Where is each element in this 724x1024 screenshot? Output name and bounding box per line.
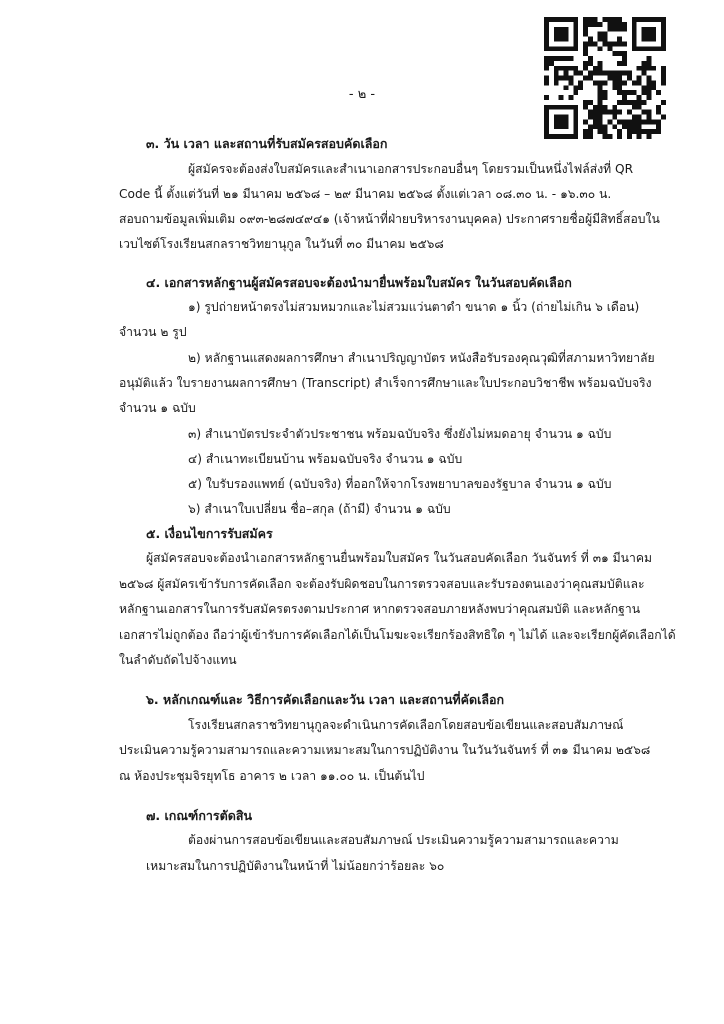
section-6-heading: ๖. หลักเกณฑ์และ วิธีการคัดเลือกและวัน เวลา และสถานที่คัดเลือก (146, 692, 505, 707)
section-3-heading: ๓. วัน เวลา และสถานที่รับสมัครสอบคัดเลือก (146, 136, 388, 151)
section-6-text: ประเมินความรู้ความสามารถและความเหมาะสมในการปฏิบัติงาน ในวันวันจันทร์ ที่ ๓๑ มีนาคม ๒๕๖๘ (119, 743, 651, 757)
section-7-heading: ๗. เกณฑ์การตัดสิน (146, 808, 253, 823)
document-item: ๕) ใบรับรองแพทย์ (ฉบับจริง) ที่ออกให้จากโรงพยาบาลของรัฐบาล จำนวน ๑ ฉบับ (188, 477, 612, 491)
section-7-text: เหมาะสมในการปฏิบัติงานในหน้าที่ ไม่น้อยกว่าร้อยละ ๖๐ (146, 859, 445, 873)
document-item: ๒) หลักฐานแสดงผลการศึกษา สำเนาปริญญาบัตร หนังสือรับรองคุณวุฒิที่สภามหาวิทยาลัย (188, 351, 655, 365)
section-5-text: ๒๕๖๘ ผู้สมัครเข้ารับการคัดเลือก จะต้องรับผิดชอบในการตรวจสอบและรับรองตนเองว่าคุณสมบัติและ (119, 577, 645, 591)
document-item-continued: จำนวน ๑ ฉบับ (119, 401, 196, 415)
document-item-continued: จำนวน ๒ รูป (119, 325, 187, 339)
section-5-text: หลักฐานเอกสารในการรับสมัครตรงตามประกาศ หากตรวจสอบภายหลังพบว่าคุณสมบัติ และหลักฐาน (119, 602, 641, 616)
document-item: ๓) สำเนาบัตรประจำตัวประชาชน พร้อมฉบับจริง ซึ่งยังไม่หมดอายุ จำนวน ๑ ฉบับ (188, 427, 612, 441)
document-item: ๖) สำเนาใบเปลี่ยน ชื่อ–สกุล (ถ้ามี) จำนวน ๑ ฉบับ (188, 502, 451, 516)
document-item-continued: อนุมัติแล้ว ใบรายงานผลการศึกษา (Transcript) สำเร็จการศึกษาและใบประกอบวิชาชีพ พร้อมฉบับจริง (119, 376, 652, 390)
section-7-text: ต้องผ่านการสอบข้อเขียนและสอบสัมภาษณ์ ประเมินความรู้ความสามารถและความ (188, 833, 619, 847)
section-6-text: ณ ห้องประชุมจิรยุทโธ อาคาร ๒ เวลา ๑๑.๐๐ น. เป็นต้นไป (119, 769, 425, 783)
page-number: - ๒ - (348, 87, 376, 102)
section-5-text: ผู้สมัครสอบจะต้องนำเอกสารหลักฐานยื่นพร้อมใบสมัคร ในวันสอบคัดเลือก วันจันทร์ ที่ ๓๑ มีนาคม (146, 551, 653, 565)
document-item: ๑) รูปถ่ายหน้าตรงไม่สวมหมวกและไม่สวมแว่นตาดำ ขนาด ๑ นิ้ว (ถ่ายไม่เกิน ๖ เดือน) (188, 300, 640, 314)
section-5-heading: ๕. เงื่อนไขการรับสมัคร (146, 526, 273, 541)
section-3-text: สอบถามข้อมูลเพิ่มเติม ๐๙๓-๒๘๗๔๙๔๑ (เจ้าหน้าที่ฝ่ายบริหารงานบุคคล) ประกาศรายชื่อผู้มีสิทธิ์สอบใน (119, 212, 660, 226)
section-5-text: ในลำดับถัดไปจ้างแทน (119, 653, 237, 667)
section-4-heading: ๔. เอกสารหลักฐานผู้สมัครสอบจะต้องนำมายื่นพร้อมใบสมัคร ในวันสอบคัดเลือก (146, 275, 572, 290)
qr-code (544, 17, 666, 139)
section-6-text: โรงเรียนสกลราชวิทยานุกูลจะดำเนินการคัดเลือกโดยสอบข้อเขียนและสอบสัมภาษณ์ (188, 718, 624, 732)
section-5-text: เอกสารไม่ถูกต้อง ถือว่าผู้เข้ารับการคัดเลือกได้เป็นโมฆะจะเรียกร้องสิทธิใด ๆ ไม่ได้ และจะเรียกผู้คัดเลือกได้ (119, 628, 676, 642)
section-3-text: Code นี้ ตั้งแต่วันที่ ๒๑ มีนาคม ๒๕๖๘ – ๒๙ มีนาคม ๒๕๖๘ ตั้งแต่เวลา ๐๘.๓๐ น. - ๑๖.๓๐ น. (119, 187, 612, 201)
section-3-text: ผู้สมัครจะต้องส่งใบสมัครและสำเนาเอกสารประกอบอื่นๆ โดยรวมเป็นหนึ่งไฟล์ส่งที่ QR (188, 162, 634, 176)
document-item: ๔) สำเนาทะเบียนบ้าน พร้อมฉบับจริง จำนวน ๑ ฉบับ (188, 452, 463, 466)
section-3-text: เวบไซต์โรงเรียนสกลราชวิทยานุกูล ในวันที่ ๓๐ มีนาคม ๒๕๖๘ (119, 237, 444, 251)
